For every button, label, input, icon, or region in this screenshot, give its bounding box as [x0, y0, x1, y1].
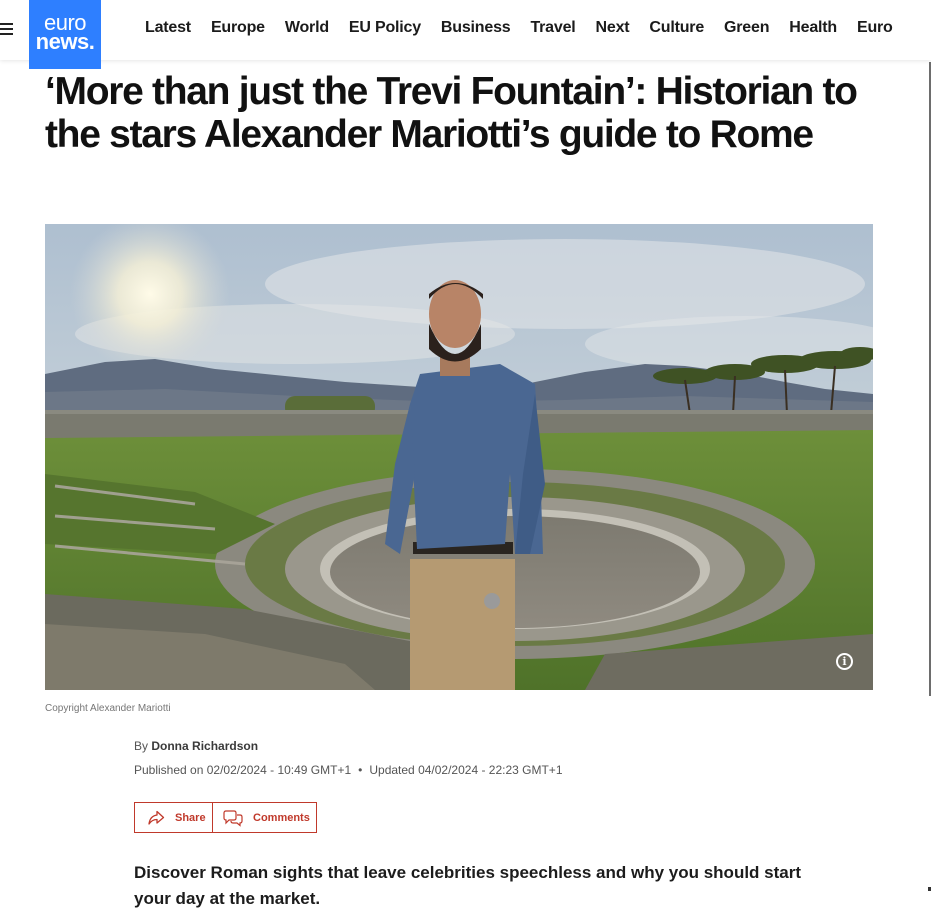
- share-icon: [147, 810, 165, 826]
- byline: [134, 739, 258, 753]
- logo-text-news: news.: [35, 29, 95, 54]
- article-dates: [134, 763, 563, 777]
- euronews-logo[interactable]: [29, 0, 101, 69]
- comments-icon: [222, 810, 244, 827]
- article-lead: Discover Roman sights that leave celebrities speechless and why you should start your day at the market.: [134, 863, 802, 908]
- byline-prefix: By: [134, 739, 149, 753]
- nav-item-euro-truncated[interactable]: Euro: [856, 19, 893, 36]
- hero-image: [45, 224, 873, 690]
- published-date: Published on 02/02/2024 - 10:49 GMT+1: [134, 763, 352, 777]
- share-button[interactable]: [134, 802, 213, 833]
- site-header: [0, 0, 931, 60]
- nav-item-travel[interactable]: Travel: [530, 19, 576, 36]
- comments-button[interactable]: [212, 802, 317, 833]
- comments-label: Comments: [253, 812, 310, 824]
- main-nav: [145, 19, 913, 37]
- article-headline: ‘More than just the Trevi Fountain’: Historian to the stars Alexander Mariotti’s guide to Rome: [45, 70, 857, 156]
- menu-icon[interactable]: [0, 21, 14, 37]
- nav-item-eu-policy[interactable]: EU Policy: [348, 19, 421, 36]
- nav-item-culture[interactable]: Culture: [649, 19, 705, 36]
- nav-item-next[interactable]: Next: [595, 19, 630, 36]
- info-icon[interactable]: i: [836, 653, 853, 670]
- nav-item-health[interactable]: Health: [789, 19, 837, 36]
- image-credit: Copyright Alexander Mariotti: [45, 703, 171, 714]
- share-label: Share: [175, 812, 206, 824]
- updated-date: Updated 04/02/2024 - 22:23 GMT+1: [369, 763, 563, 777]
- nav-item-latest[interactable]: Latest: [145, 19, 191, 36]
- nav-item-europe[interactable]: Europe: [210, 19, 265, 36]
- logo-text-euro: euro: [43, 10, 87, 35]
- date-separator: •: [358, 763, 363, 777]
- hero-photo-amphitheatre: [45, 224, 873, 690]
- nav-item-business[interactable]: Business: [440, 19, 511, 36]
- nav-item-green[interactable]: Green: [724, 19, 770, 36]
- author-link[interactable]: Donna Richardson: [151, 739, 259, 753]
- nav-item-world[interactable]: World: [284, 19, 329, 36]
